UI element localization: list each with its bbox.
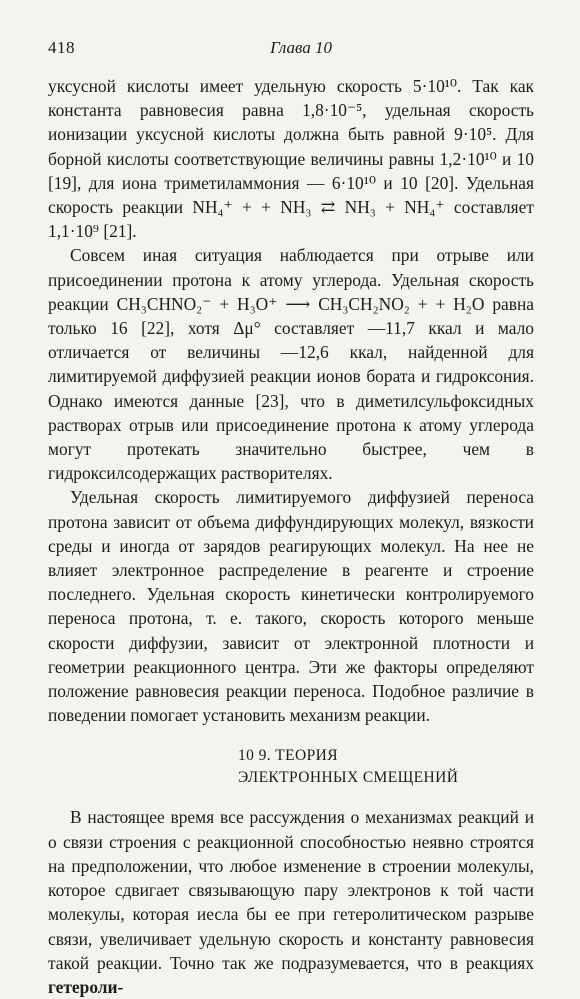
paragraph-1: уксусной кислоты имеет удельную скорость 5·10¹⁰. Так как константа равновесия равна 1,8·10⁻⁵, удельная скорость ионизации уксусной кислоты должна быть равной 9·10⁵. Для борной кислоты соответствующие величины равны 1,2·10¹⁰ и 10 [19], для иона триметиламмония — 6·10¹⁰ и 10 [20]. Удельная скорость реакции NH₄⁺ + + NH₃ ⇄ NH₃ + NH₄⁺ составляет 1,1·10⁹ [21]. [48,76,534,242]
paragraph-4-text: В настоящее время все рассуждения о механизмах реакций и о связи строения с реакционной способностью неявно строятся на предположении, что любое изменение в строении молекулы, которое сдвигает связывающую пару электронов к той части молекулы, которая иесла бы ее при гетеролитическом разрыве связи, увеличивает удельную скорость и константу равновесия такой реакции. Точно так же подразумевается, что в реакциях [48,807,534,973]
page-header [48,38,532,58]
page-number: 418 [48,38,75,57]
running-head: Глава 10 [270,38,332,57]
paragraph-2: Совсем иная ситуация наблюдается при отрыве или присоединении протона к атому углерода. Удельная скорость реакции CH₃CHNO₂⁻ + H₃O⁺ ⟶ CH₃CH₂NO₂ + + H₂O равна только 16 [22], хотя Δμ° составляет —11,7 ккал и мало отличается от величины —12,6 ккал, найденной для лимитируемой диффузией реакции ионов бората и гидроксония. Однако имеются данные [23], что в диметилсульфоксидных растворах отрыв или присоединение протона к атому углерода могут протекать значительно быстрее, чем в гидроксилсодержащих растворителях. [48,245,534,484]
paragraph-4-bold-text: гетероли- [48,976,124,997]
section-heading-line-2: ЭЛЕКТРОННЫХ СМЕЩЕНИЙ [238,769,459,787]
section-heading [238,745,534,789]
body-text [48,74,534,999]
section-heading-line-1: 10 9. ТЕОРИЯ [238,747,338,765]
paragraph-3: Удельная скорость лимитируемого диффузией переноса протона зависит от объема диффундирующих молекул, вязкости среды и иногда от зарядов реагирующих молекул. На нее не влияет электронное распределение в реагенте и строение последнего. Удельная скорость кинетически контролируемого переноса протона, т. е. такого, скорость которого меньше скорости диффузии, зависит от электронной плотности и геометрии реакционного центра. Эти же факторы определяют положение равновесия реакции переноса. Подобное различие в поведении помогает установить механизм реакции. [48,487,534,726]
paragraph-4 [48,805,534,999]
